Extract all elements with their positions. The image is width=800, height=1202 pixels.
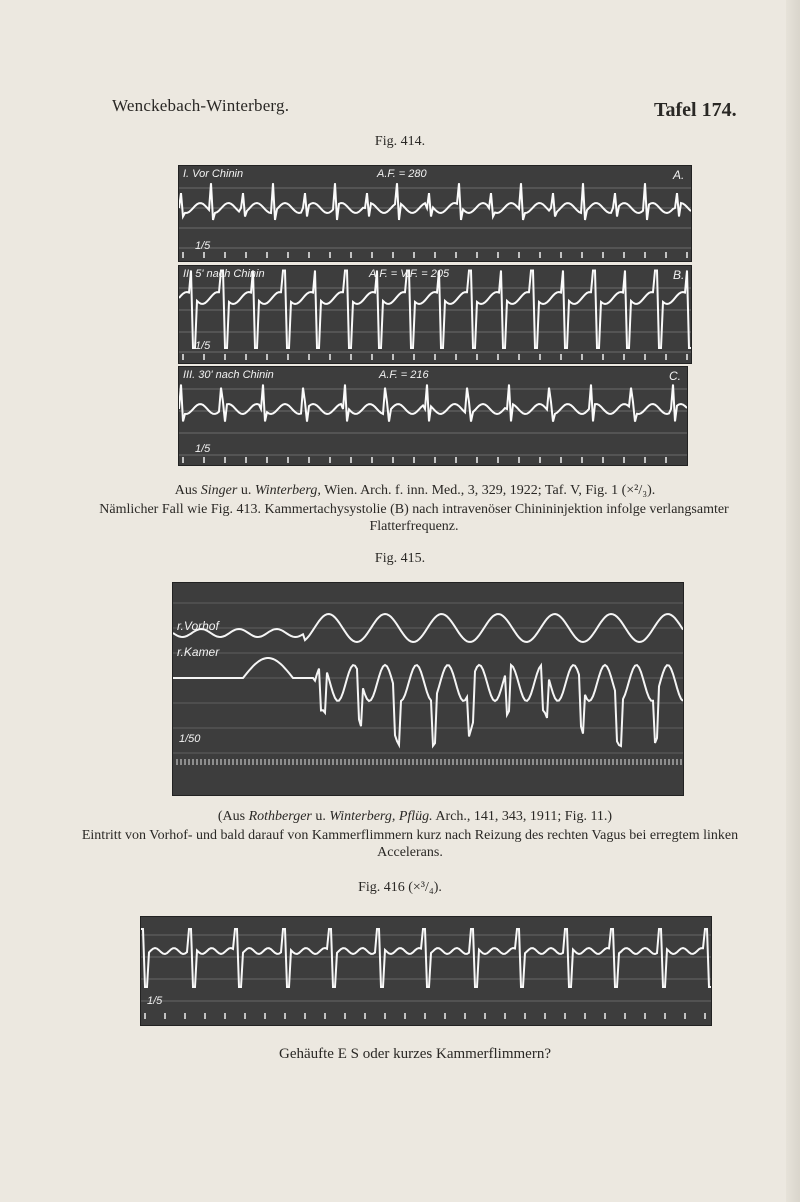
- page-edge: [786, 0, 800, 1202]
- fig-415-author: Rothberger: [248, 809, 312, 824]
- ecg-strip-415: [172, 582, 684, 796]
- strip-b-label: II. 5' nach Chinin: [183, 268, 265, 280]
- strip-c-rate: A.F. = 216: [379, 369, 429, 381]
- strip-a-time: 1/5: [195, 240, 211, 252]
- ecg-strip-b: [178, 265, 692, 364]
- ecg-strip-c: [178, 366, 688, 466]
- ecg-strip-416: [140, 916, 712, 1026]
- fig-416-time: 1/5: [147, 995, 163, 1007]
- fig-416-label: Fig. 416 (×³/₄).: [358, 880, 442, 895]
- ecg-trace-415: [173, 583, 683, 795]
- trace-ventricle-label: r.Kamer: [177, 645, 220, 659]
- strip-c-letter: C.: [669, 369, 681, 383]
- strip-b-time: 1/5: [195, 340, 211, 352]
- fig-416-caption: Gehäufte E S oder kurzes Kammerflimmern?: [279, 1046, 551, 1062]
- strip-c-time: 1/5: [195, 443, 211, 455]
- ecg-strip-a: [178, 165, 692, 262]
- fig-415-journal: Pflüg.: [398, 809, 433, 824]
- trace-atrium-label: r.Vorhof: [177, 619, 219, 633]
- strip-b-rate: A.F. = V.F. = 205: [369, 268, 450, 280]
- fig-414-source: Aus Singer u. Winterberg, Wien. Arch. f. inn. Med., 3, 329, 1922; Taf. V, Fig. 1 (×²/₃).: [174, 483, 656, 498]
- plate-number: Tafel 174.: [654, 99, 737, 121]
- fig-415-caption: Eintritt von Vorhof- und bald darauf von Kammerflimmern kurz nach Reizung des rechten Vagus bei erregtem linken Accelerans.: [81, 828, 739, 860]
- strip-c-label: III. 30' nach Chinin: [183, 369, 274, 381]
- strip-a-rate: A.F. = 280: [377, 168, 427, 180]
- ecg-trace-b: [179, 266, 691, 363]
- fig-414-author: Singer: [200, 483, 238, 498]
- fig-414-author2: Winterberg,: [254, 483, 321, 498]
- fig-415-source: (Aus Rothberger u. Winterberg, Pflüg. Arch., 141, 343, 1911; Fig. 11.): [217, 809, 613, 824]
- ecg-trace-c: [179, 367, 687, 465]
- fig-415-time: 1/50: [179, 733, 201, 745]
- strip-b-letter: B.: [673, 268, 685, 282]
- fig-414-label: Fig. 414.: [374, 134, 426, 149]
- fig-414-caption: Nämlicher Fall wie Fig. 413. Kammertachysystolie (B) nach intravenöser Chinininjektion infolge verlangsamter Flatterfrequenz.: [99, 502, 729, 534]
- strip-a-letter: A.: [673, 168, 685, 182]
- strip-a-label: I. Vor Chinin: [183, 168, 244, 180]
- ecg-trace-a: [179, 166, 691, 261]
- fig-415-label: Fig. 415.: [374, 551, 426, 566]
- running-header-authors: Wenckebach-Winterberg.: [112, 96, 290, 115]
- fig-415-author2: Winterberg,: [329, 809, 396, 824]
- ecg-trace-416: [141, 917, 711, 1025]
